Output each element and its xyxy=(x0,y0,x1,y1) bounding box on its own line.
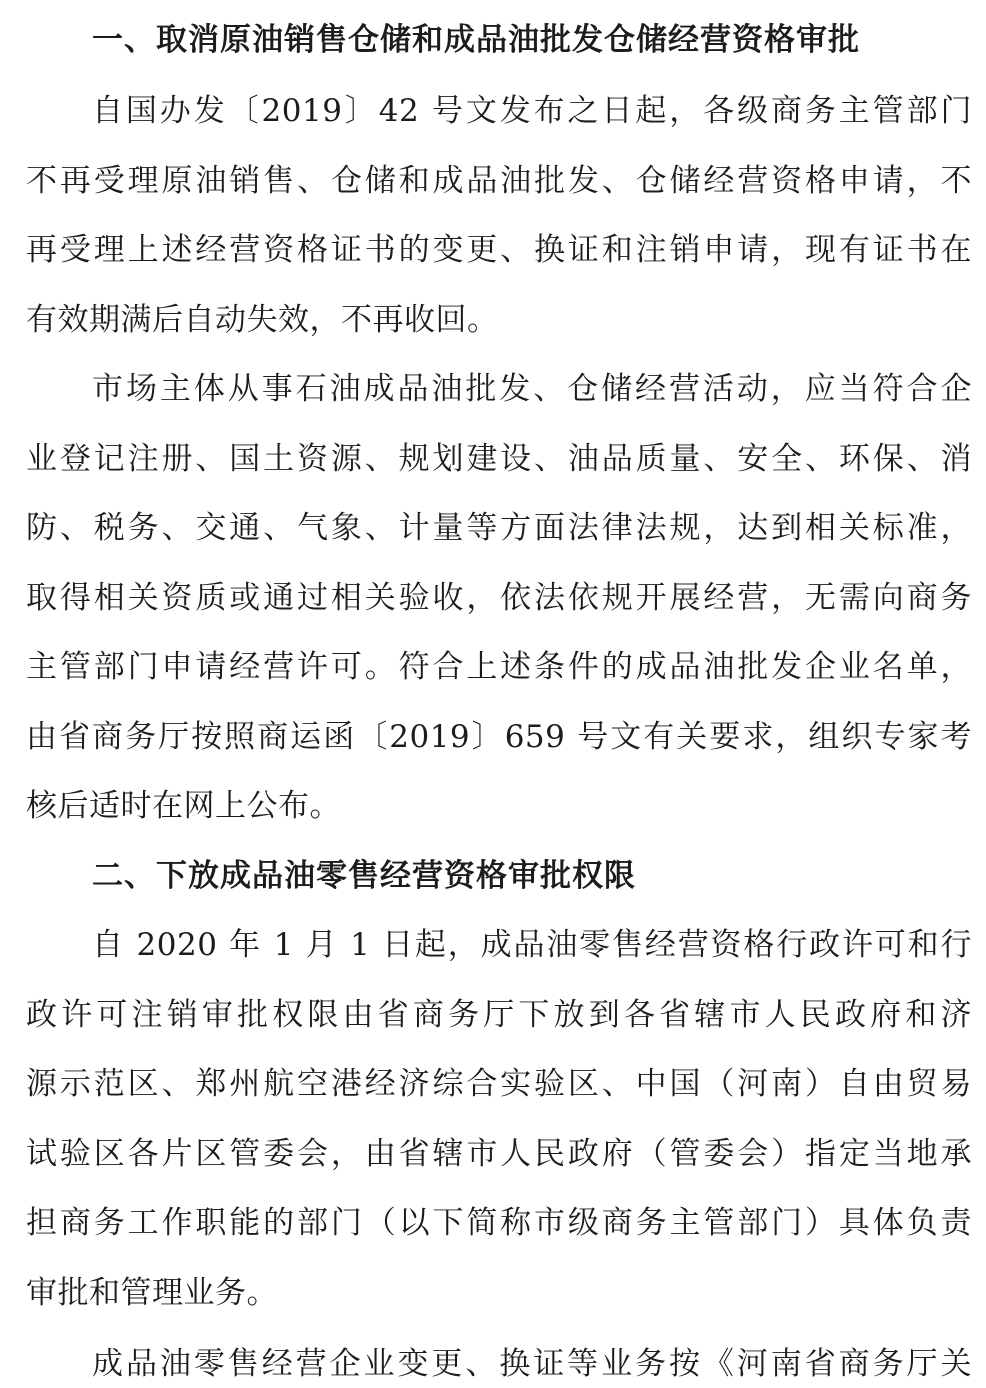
paragraph-line: 政许可注销审批权限由省商务厅下放到各省辖市人民政府和济 xyxy=(26,997,972,1033)
paragraph-line: 取得相关资质或通过相关验收，依法依规开展经营，无需向商务 xyxy=(26,580,972,616)
paragraph-line: 不再受理原油销售、仓储和成品油批发、仓储经营资格申请，不 xyxy=(26,163,972,199)
paragraph-line: 成品油零售经营企业变更、换证等业务按《河南省商务厅关 xyxy=(92,1346,972,1382)
paragraph-line: 防、税务、交通、气象、计量等方面法律法规，达到相关标准， xyxy=(26,510,972,546)
paragraph-line: 业登记注册、国土资源、规划建设、油品质量、安全、环保、消 xyxy=(26,441,972,477)
paragraph-line: 由省商务厅按照商运函〔2019〕659 号文有关要求，组织专家考 xyxy=(26,719,972,755)
section-1-heading: 一、取消原油销售仓储和成品油批发仓储经营资格审批 xyxy=(92,22,860,58)
paragraph-line: 担商务工作职能的部门（以下简称市级商务主管部门）具体负责 xyxy=(26,1205,972,1241)
paragraph-line: 源示范区、郑州航空港经济综合实验区、中国（河南）自由贸易 xyxy=(26,1066,972,1102)
paragraph-line: 有效期满后自动失效，不再收回。 xyxy=(26,302,499,338)
paragraph-line: 自国办发〔2019〕42 号文发布之日起，各级商务主管部门 xyxy=(92,93,972,129)
paragraph-line: 试验区各片区管委会，由省辖市人民政府（管委会）指定当地承 xyxy=(26,1136,972,1172)
paragraph-line: 再受理上述经营资格证书的变更、换证和注销申请，现有证书在 xyxy=(26,232,972,268)
section-2-heading: 二、下放成品油零售经营资格审批权限 xyxy=(92,858,636,894)
paragraph-line: 市场主体从事石油成品油批发、仓储经营活动，应当符合企 xyxy=(92,371,972,407)
paragraph-line: 审批和管理业务。 xyxy=(26,1275,278,1311)
paragraph-line: 主管部门申请经营许可。符合上述条件的成品油批发企业名单， xyxy=(26,649,972,685)
paragraph-line: 核后适时在网上公布。 xyxy=(26,788,341,824)
paragraph-line: 自 2020 年 1 月 1 日起，成品油零售经营资格行政许可和行 xyxy=(92,927,972,963)
